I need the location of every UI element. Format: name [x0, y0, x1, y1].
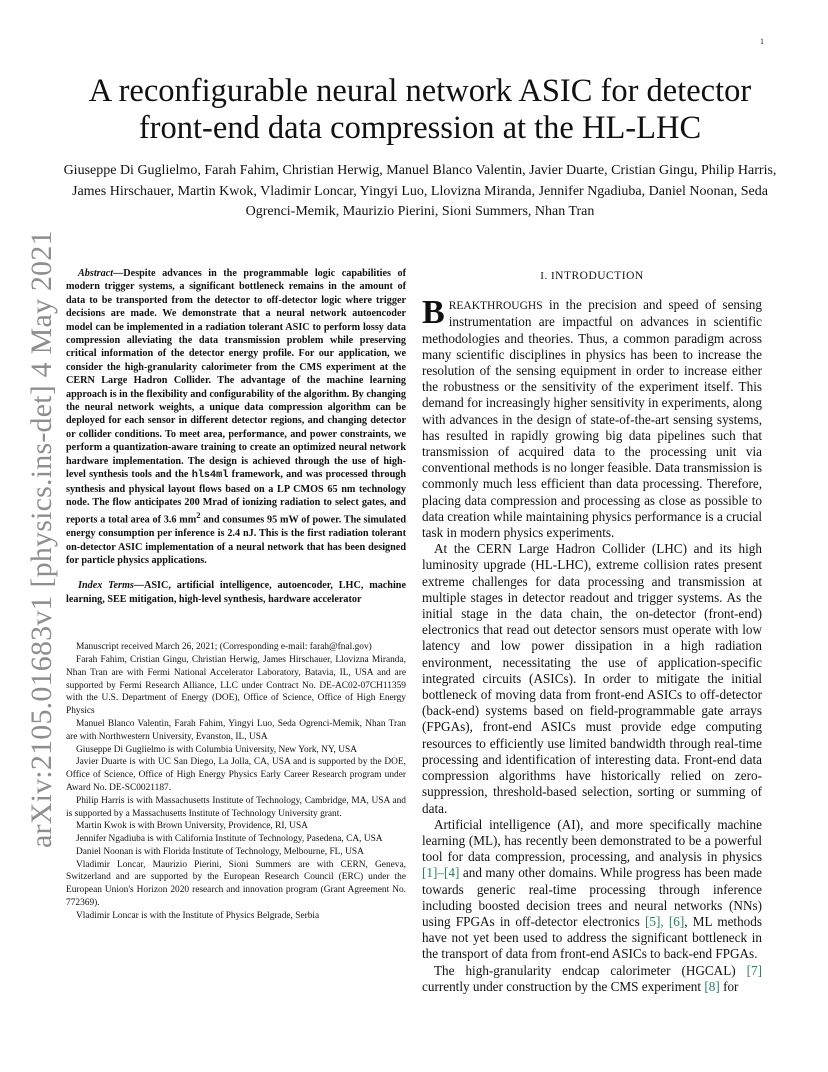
footnote: Martin Kwok is with Brown University, Providence, RI, USA — [76, 821, 308, 832]
right-column — [422, 268, 762, 995]
section-heading-introduction — [422, 268, 762, 284]
abstract-code-hls4ml: hls4ml — [191, 470, 229, 482]
intro-paragraph-4-a: The high-granularity endcap calorimeter (HGCAL) — [434, 962, 736, 978]
section-number: I. — [540, 270, 548, 282]
intro-paragraph-3-a: Artificial intelligence (AI), and more specifically machine learning (ML), has recently been demonstrated to be a powerful tool for data compression, processing, and analysis in physics — [422, 816, 762, 865]
intro-lead-word: REAKTHROUGHS — [448, 300, 543, 313]
index-terms-text: ASIC, artificial intelligence, autoencoder, LHC, machine learning, SEE mitigation, high-level synthesis, hardware accelerator — [66, 580, 406, 605]
citation-link[interactable]: [5], [6] — [644, 913, 685, 929]
abstract-text-1: Despite advances in the programmable logic capabilities of modern trigger systems, a significant bottleneck remains in the amount of data to be transported from the detector to off-detector logic where trigger decisions are made. We demonstrate that a neural network autoencoder model can be implemented in a radiation tolerant ASIC to perform lossy data compression alleviating the data transmission problem while preserving critical information of the detector energy profile. For our application, we consider the high-granularity calorimeter from the CMS experiment at the CERN Large Hadron Collider. The advantage of the machine learning approach is in the flexibility and configurability of the algorithm. By changing the neural network weights, a unique data compression algorithm can be deployed for each sensor in different detector regions, and changing detector or collider conditions. To meet area, performance, and power constraints, we perform a quantization-aware training to create an optimized neural network hardware implementation. The design is achieved through the use of high-level synthesis tools and the — [66, 268, 406, 481]
abstract — [66, 267, 406, 567]
footnote: Manuel Blanco Valentin, Farah Fahim, Yingyi Luo, Seda Ogrenci-Memik, Nhan Tran are with Northwestern University, Evanston, IL, USA — [66, 718, 406, 742]
left-column — [66, 267, 406, 923]
citation-link[interactable]: [1]–[4] — [422, 865, 460, 881]
abstract-dash: — — [113, 268, 124, 279]
footnote: Farah Fahim, Cristian Gingu, Christian Herwig, James Hirschauer, Llovizna Miranda, Nhan Tran are with Fermi National Accelerator Laboratory, Batavia, IL, USA and are supported by Fermi Research Alliance, LLC under Contract No. DE-AC02-07CH11359 with the U.S. Department of Energy (DOE), Office of Science, Office of High Energy Physics — [66, 654, 406, 717]
index-terms-dash: — — [133, 580, 145, 592]
abstract-text-2: framework, and was processed through synthesis and physical layout flows based on a LP CMOS 65 nm technology node. The flow anticipates 200 Mrad of ionizing radiation to select gates, and reports a total area of 3.6 mm — [66, 469, 407, 526]
intro-paragraph-3-b: and many other domains. While progress has been made towards generic real-time processing through inference including boosted decision trees and neural networks (NNs) using FPGAs in off-detector electronics — [422, 865, 763, 929]
abstract-superscript: 2 — [196, 510, 201, 521]
footnotes — [66, 641, 406, 923]
footnote: Daniel Noonan is with Florida Institute of Technology, Melbourne, FL, USA — [76, 846, 364, 857]
section-title-first-letter: I — [550, 270, 556, 282]
author-list: Giuseppe Di Guglielmo, Farah Fahim, Christian Herwig, Manuel Blanco Valentin, Javier Duarte, Cristian Gingu, Philip Harris, James Hirschauer, Martin Kwok, Vladimir Loncar, Yingyi Luo, Llovizna Miranda, Jennifer Ngadiuba, Daniel Noonan, Seda Ogrenci-Memik, Maurizio Pierini, Sioni Summers, Nhan Tran — [63, 163, 777, 219]
abstract-label: Abstract — [78, 268, 114, 279]
intro-paragraph-3 — [422, 817, 762, 963]
arxiv-stamp: arXiv:2105.01683v1 [physics.ins-det] 4 May 2021 — [25, 230, 58, 848]
index-terms-label: Index Terms — [78, 580, 134, 592]
footnote: Giuseppe Di Guglielmo is with Columbia University, New York, NY, USA — [76, 744, 357, 755]
intro-paragraph-4-c: for — [723, 978, 739, 994]
footnote: Vladimir Loncar, Maurizio Pierini, Sioni Summers are with CERN, Geneva, Switzerland and are supported by the European Research Council (ERC) under the European Union's Horizon 2020 research and innovation program (Grant Agreement No. 772369). — [66, 859, 406, 909]
index-terms — [66, 579, 406, 606]
footnote: Javier Duarte is with UC San Diego, La Jolla, CA, USA and is supported by the DOE, Office of Science, Office of High Energy Physics Early Career Research program under Award No. DE-SC0021187. — [66, 757, 406, 793]
section-title-rest: NTRODUCTION — [555, 270, 644, 282]
intro-paragraph-2: At the CERN Large Hadron Collider (LHC) and its high luminosity upgrade (HL-LHC), extreme collision rates present extreme challenges for data processing and transmission at multiple stages in detector readout and trigger systems. As the initial stage in the data chain, the on-detector (front-end) electronics that read out detector sensors must operate with low latency and low power dissipation in a high radiation environment, necessitating the use of application-specific integrated circuits (ASICs). In order to mitigate the initial bottleneck of moving data from front-end ASICs to off-detector (back-end) systems based on field-programmable gate arrays (FPGAs), front-end ASICs must provide edge computing resources to efficiently use limited bandwidth through real-time processing and identification of interesting data. Front-end data compression algorithms have historically relied on zero-suppression, threshold-based selection, sorting or summing of data. — [422, 541, 762, 816]
page-number: 1 — [760, 37, 764, 46]
intro-paragraph-1-text: in the precision and speed of sensing instrumentation are impactful on advances in scientific methodologies and theories. Thus, a common paradigm across many scientific disciplines in physics has been to increase the resolution of the sensing equipment in order to increase either the robustness or the sensitivity of the experiment itself. This demand for increasingly higher sensitivity in experiments, along with advances in the design of state-of-the-art sensing systems, has resulted in rapidly growing big data pipelines such that transmission of acquired data to the processing unit via conventional methods is no longer feasible. Data transmission is commonly much less efficient than data processing. Therefore, placing data compression and processing as close as possible to data creation while maintaining physics performance is a crucial task in modern physics experiments. — [422, 297, 762, 541]
footnote: Vladimir Loncar is with the Institute of Physics Belgrade, Serbia — [76, 910, 320, 921]
footnote: Manuscript received March 26, 2021; (Corresponding e-mail: farah@fnal.gov) — [76, 642, 372, 653]
intro-paragraph-4-b: currently under construction by the CMS experiment — [422, 978, 702, 994]
citation-link[interactable]: [8] — [704, 978, 720, 994]
intro-paragraph-4 — [422, 963, 762, 995]
abstract-text-3: and consumes 95 mW of power. The simulated energy consumption per inference is 2.4 nJ. This is the first radiation tolerant on-detector ASIC implementation of a neural network that has been designed for particle physics applications. — [66, 514, 407, 566]
citation-link[interactable]: [7] — [746, 962, 763, 978]
intro-paragraph-3-c: , ML methods have not yet been used to address the significant bottleneck in the transport of data from front-end ASICs to back-end FPGAs. — [422, 913, 763, 962]
footnote: Philip Harris is with Massachusetts Institute of Technology, Cambridge, MA, USA and is supported by a Massachusetts Institute of Technology University grant. — [66, 795, 406, 819]
drop-cap: B — [422, 294, 445, 332]
footnote: Jennifer Ngadiuba is with California Institute of Technology, Pasedena, CA, USA — [76, 834, 383, 845]
paper-title: A reconfigurable neural network ASIC for detector front-end data compression at the HL-LHC — [88, 73, 752, 146]
intro-paragraph-1 — [422, 294, 762, 541]
